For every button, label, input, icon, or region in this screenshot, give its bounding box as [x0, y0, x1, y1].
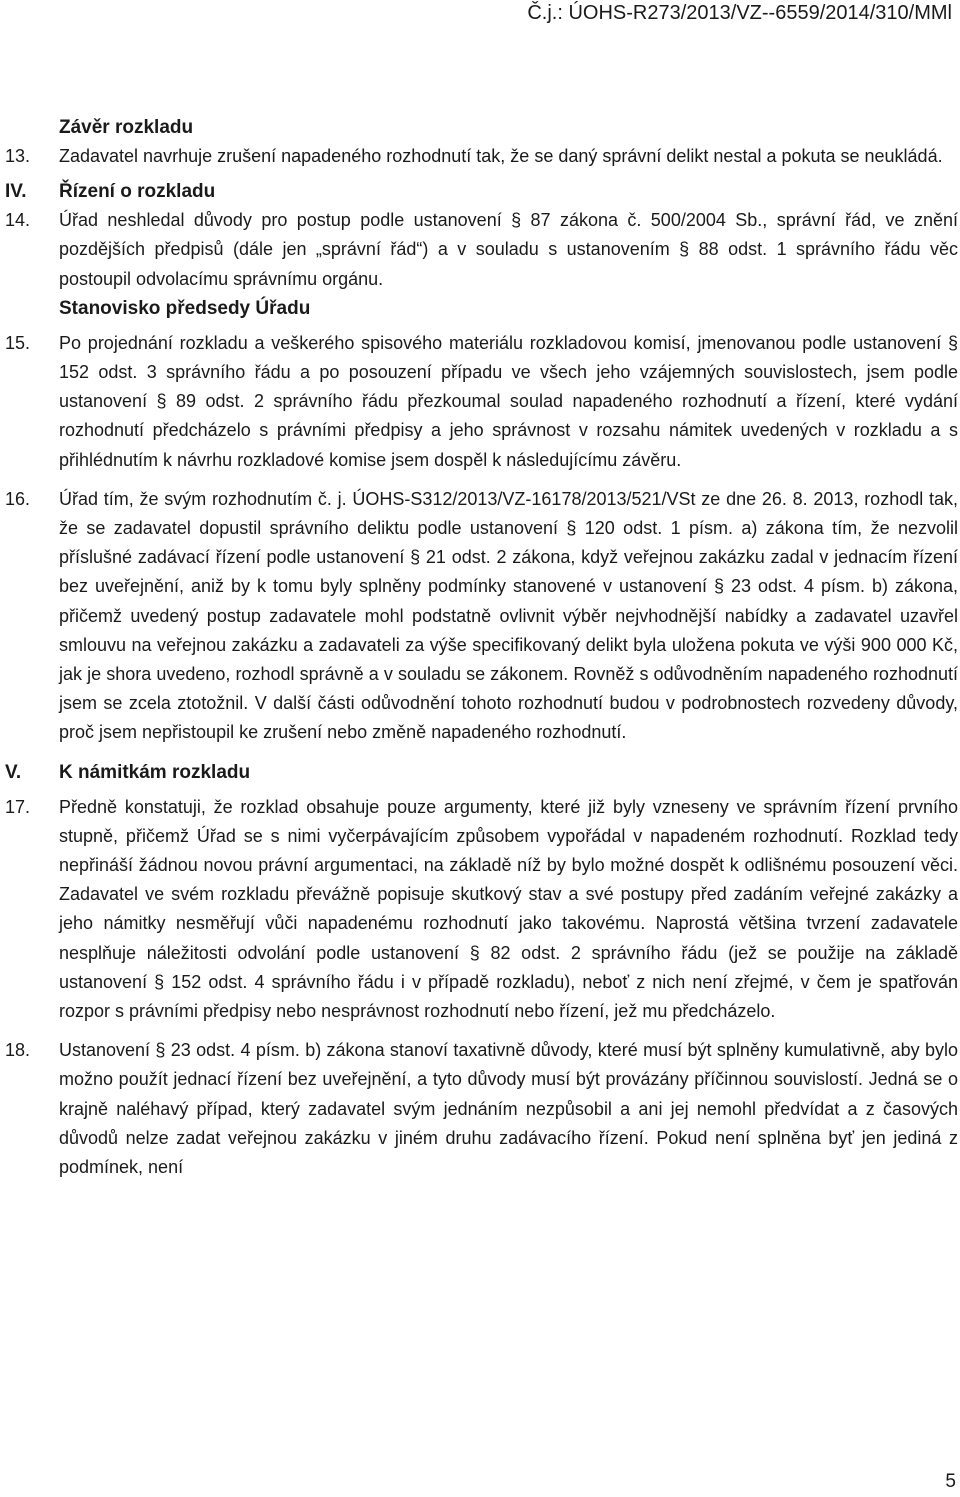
paragraph-18	[0, 1036, 958, 1182]
stanovisko-heading: Stanovisko předsedy Úřadu	[59, 297, 311, 319]
paragraph-text: Úřad tím, že svým rozhodnutím č. j. ÚOHS-S312/2013/VZ-16178/2013/521/VSt ze dne 26. 8. 2013, rozhodl tak, že se zadavatel dopustil správního deliktu podle ustanovení § 120 odst. 1 písm. a) zákona tím, že nezvolil příslušné zadávací řízení podle ustanovení § 21 odst. 2 zákona, když veřejnou zakázku zadal v jednacím řízení bez uveřejnění, aniž by k tomu byly splněny podmínky stanovené v ustanovení § 23 odst. 4 písm. b) zákona, přičemž uvedený postup zadavatele mohl podstatně ovlivnit výběr nejvhodnější nabídky a zadavatel uzavřel smlouvu na veřejnou zakázku a zadavateli za výše specifikovaný delikt byla uložena pokuta ve výši 900 000 Kč, jak je shora uvedeno, rozhodl správně a v souladu se zákonem. Rovněž s odůvodněním napadeného rozhodnutí jsem se zcela ztotožnil. V další části odůvodnění tohoto rozhodnutí budou v podrobnostech rozvedeny důvody, proč jsem nepřistoupil ke zrušení nebo změně napadeného rozhodnutí.	[59, 488, 958, 743]
paragraph-14	[0, 206, 958, 294]
paragraph-number: 15.	[5, 332, 31, 353]
paragraph-15	[0, 329, 958, 475]
section-numeral: IV.	[5, 181, 27, 203]
section-numeral: V.	[5, 761, 22, 783]
conclusion-heading: Závěr rozkladu	[59, 117, 194, 138]
paragraph-13	[0, 142, 958, 171]
section-iv-heading	[0, 177, 958, 206]
document-reference: Č.j.: ÚOHS-R273/2013/VZ--6559/2014/310/MMl	[527, 2, 952, 24]
paragraph-text: Úřad neshledal důvody pro postup podle ustanovení § 87 zákona č. 500/2004 Sb., správní řád, ve znění pozdějších předpisů (dále jen „správní řád“) a v souladu s ustanovením § 88 odst. 1 správního řádu věc postoupil odvolacímu správnímu orgánu.	[59, 210, 958, 289]
document-body	[0, 113, 958, 1182]
section-v-heading	[0, 758, 958, 787]
section-title: Řízení o rozkladu	[59, 181, 216, 203]
section-title: K námitkám rozkladu	[59, 761, 251, 783]
paragraph-number: 17.	[5, 796, 31, 817]
paragraph-text: Zadavatel navrhuje zrušení napadeného rozhodnutí tak, že se daný správní delikt nestal a pokuta se neukládá.	[59, 146, 943, 166]
paragraph-text: Předně konstatuji, že rozklad obsahuje pouze argumenty, které již byly vzneseny ve správním řízení prvního stupně, přičemž Úřad se s nimi vyčerpávajícím způsobem vypořádal v napadeném rozhodnutí. Rozklad tedy nepřináší žádnou novou právní argumentaci, na základě níž by bylo možné dospět k odlišnému posouzení věci. Zadavatel ve svém rozkladu převážně popisuje skutkový stav a své postupy před zadáním veřejné zakázky a jeho námitky nesměřují vůči napadenému rozhodnutí jako takovému. Naprostá většina tvrzení zadavatele nesplňuje náležitosti odvolání podle ustanovení § 82 odst. 2 správního řádu (jež se použije na základě ustanovení § 152 odst. 4 správního řádu i v případě rozkladu), neboť z nich není zřejmé, v čem je spatřován rozpor s právními předpisy nebo nesprávnost rozhodnutí nebo řízení, jež mu předcházelo.	[59, 796, 958, 1022]
paragraph-text: Ustanovení § 23 odst. 4 písm. b) zákona stanoví taxativně důvody, které musí být splněny kumulativně, aby bylo možno použít jednací řízení bez uveřejnění, a tyto důvody musí být provázány příčinnou souvislostí. Jedná se o krajně naléhavý případ, který zadavatel svým jednáním nezpůsobil a ani jej nemohl předvídat a z časových důvodů nelze zadat veřejnou zakázku v jiném druhu zadávacího řízení. Pokud není splněna byť jen jediná z podmínek, není	[59, 1040, 958, 1178]
page-number: 5	[945, 1471, 956, 1492]
paragraph-number: 16.	[5, 488, 31, 509]
paragraph-17	[0, 793, 958, 1027]
paragraph-16	[0, 485, 958, 748]
paragraph-number: 14.	[5, 210, 31, 231]
paragraph-number: 18.	[5, 1040, 31, 1061]
paragraph-text: Po projednání rozkladu a veškerého spisového materiálu rozkladovou komisí, jmenovanou podle ustanovení § 152 odst. 3 správního řádu a po posouzení případu ve všech jeho vzájemných souvislostech, jsem podle ustanovení § 89 odst. 2 správního řádu přezkoumal soulad napadeného rozhodnutí a řízení, které vydání rozhodnutí předcházelo s právními předpisy a jeho správnost v rozsahu námitek uvedených v rozkladu a s přihlédnutím k návrhu rozkladové komise jsem dospěl k následujícímu závěru.	[59, 332, 958, 470]
paragraph-number: 13.	[5, 146, 31, 166]
